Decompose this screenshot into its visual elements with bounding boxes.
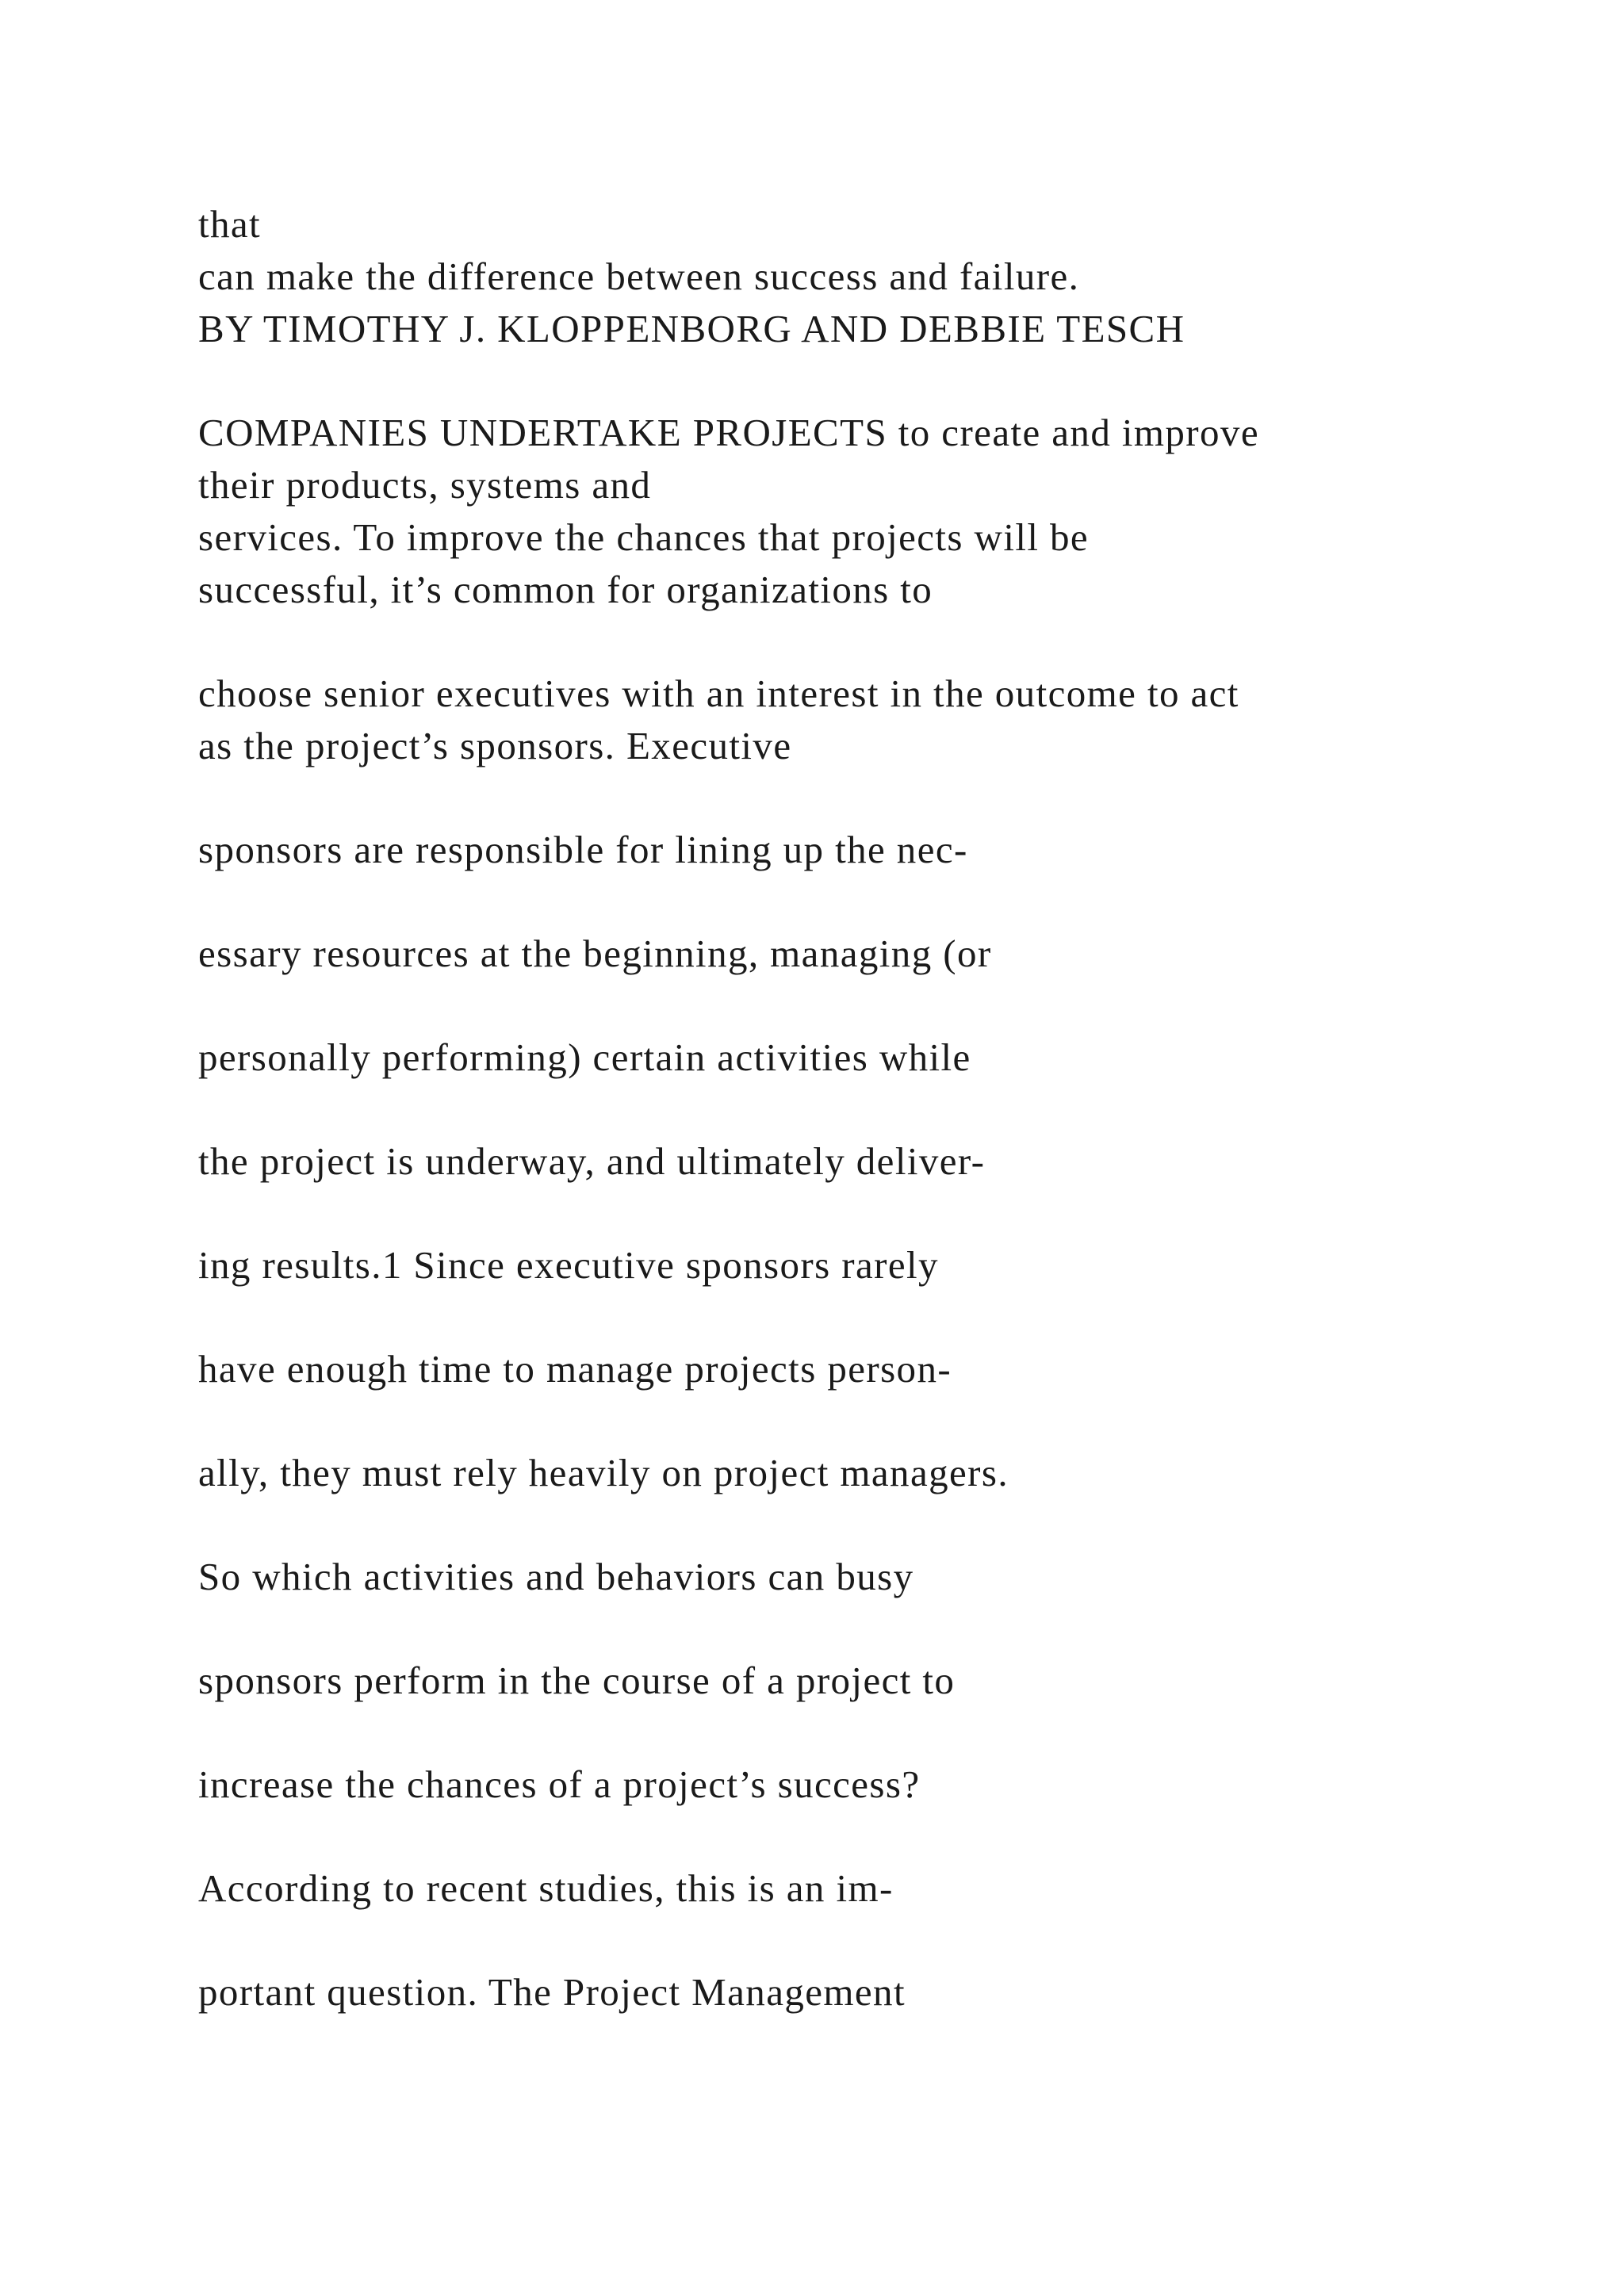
text-line: as the project’s sponsors. Executive (198, 724, 792, 767)
article-text (198, 198, 1467, 2019)
paragraph-gap (198, 1811, 1467, 1862)
text-line: successful, it’s common for organizations to (198, 568, 933, 611)
paragraph-gap (198, 355, 1467, 407)
text-line: According to recent studies, this is an im- (198, 1866, 894, 1910)
text-line: ing results.1 Since executive sponsors rarely (198, 1243, 939, 1287)
paragraph-gap (198, 980, 1467, 1031)
text-line: sponsors perform in the course of a project to (198, 1659, 956, 1702)
paragraph-gap (198, 876, 1467, 928)
paragraph-gap (198, 1499, 1467, 1551)
text-line: their products, systems and (198, 463, 652, 507)
paragraph-gap (198, 772, 1467, 824)
text-line: that (198, 202, 262, 246)
text-line: ally, they must rely heavily on project managers. (198, 1451, 1009, 1494)
paragraph-gap (198, 1292, 1467, 1343)
paragraph-gap (198, 1915, 1467, 1966)
paragraph-gap (198, 1395, 1467, 1447)
paragraph-gap (198, 1603, 1467, 1655)
text-line: So which activities and behaviors can busy (198, 1555, 914, 1598)
paragraph-gap (198, 1707, 1467, 1758)
text-line: COMPANIES UNDERTAKE PROJECTS to create and improve (198, 411, 1259, 454)
text-line: services. To improve the chances that projects will be (198, 515, 1090, 559)
text-line: personally performing) certain activities while (198, 1035, 971, 1079)
text-line: portant question. The Project Management (198, 1970, 906, 2014)
text-line: have enough time to manage projects person- (198, 1347, 952, 1391)
text-line: essary resources at the beginning, managing (or (198, 932, 992, 975)
text-line: increase the chances of a project’s success? (198, 1762, 921, 1806)
text-line: can make the difference between success and failure. (198, 254, 1080, 298)
paragraph-gap (198, 1188, 1467, 1239)
text-line: choose senior executives with an interest in the outcome to act (198, 672, 1239, 715)
text-line: sponsors are responsible for lining up the nec- (198, 828, 968, 871)
paragraph-gap (198, 1084, 1467, 1135)
byline: BY TIMOTHY J. KLOPPENBORG AND DEBBIE TESCH (198, 307, 1185, 350)
text-line: the project is underway, and ultimately deliver- (198, 1139, 986, 1183)
paragraph-gap (198, 616, 1467, 668)
